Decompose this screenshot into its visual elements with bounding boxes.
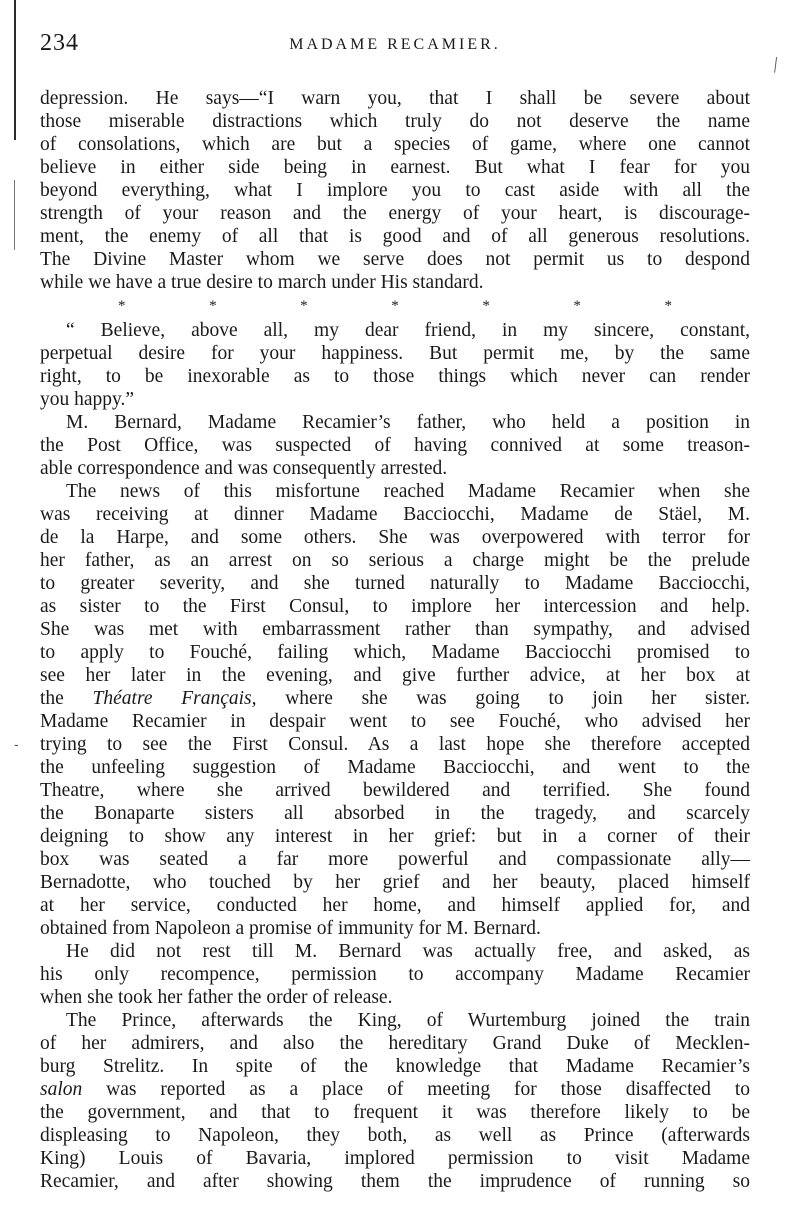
text-line: at her service, conducted her home, and himself applied for, and [40,895,750,916]
asterisk: * [391,298,399,314]
text-line: able correspondence and was consequently arrested. [40,458,448,479]
text-line: She was met with embarrassment rather than sympathy, and advised [40,619,750,640]
text-line: Bernadotte, who touched by her grief and her beauty, placed himself [40,872,750,893]
text-line: King) Louis of Bavaria, implored permission to visit Madame [40,1148,750,1169]
page-edge-rule [14,0,16,140]
text-line: the unfeeling suggestion of Madame Bacciocchi, and went to the [40,757,750,778]
text-fragment: was reported as a place of meeting for those disaffected to [82,1079,750,1100]
italic-theatre-name: Théatre Français, [92,688,257,709]
italic-salon: salon [40,1079,83,1100]
text-line: M. Bernard, Madame Recamier’s father, who held a position in [66,412,750,433]
text-line: The Divine Master whom we serve does not permit us to despond [40,249,750,270]
text-line: burg Strelitz. In spite of the knowledge that Madame Recamier’s [40,1056,750,1077]
text-line: those miserable distractions which truly do not deserve the name [40,111,750,132]
asterisk: * [300,298,308,314]
text-line: Theatre, where she arrived bewildered and terrified. She found [40,780,750,801]
text-line: Recamier, and after showing them the imprudence of running so [40,1171,750,1192]
text-line: “ Believe, above all, my dear friend, in my sincere, constant, [66,320,750,341]
text-line: his only recompence, permission to accompany Madame Recamier [40,964,750,985]
running-title: MADAME RECAMIER. [289,36,501,53]
text-line: the government, and that to frequent it was therefore likely to be [40,1102,750,1123]
text-line: The Prince, afterwards the King, of Wurtemburg joined the train [66,1010,750,1031]
asterisk: * [664,298,672,314]
text-line: while we have a true desire to march under His standard. [40,272,484,293]
text-line: box was seated a far more powerful and compassionate ally— [40,849,750,870]
asterisk: * [573,298,581,314]
text-line: to apply to Fouché, failing which, Madame Bacciocchi promised to [40,642,750,663]
text-line: trying to see the First Consul. As a last hope she therefore accepted [40,734,750,755]
text-line: the Bonaparte sisters all absorbed in the tragedy, and scarcely [40,803,750,824]
stray-mark-margin: - [14,736,19,752]
text-fragment: the [40,688,93,709]
text-line: Madame Recamier in despair went to see Fouché, who advised her [40,711,750,732]
text-line: He did not rest till M. Bernard was actually free, and asked, as [66,941,750,962]
body-text [40,87,750,1193]
text-fragment: where she was going to join her sister. [256,688,750,709]
text-line: when she took her father the order of release. [40,987,393,1008]
paragraph-release [40,940,750,1009]
asterisk: * [482,298,490,314]
page-header [40,30,750,62]
text-line: obtained from Napoleon a promise of immunity for M. Bernard. [40,918,541,939]
text-line-with-italic [40,1078,750,1101]
paragraph-bernard-arrest [40,411,750,480]
paragraph-admirers [40,1009,750,1193]
text-line: displeasing to Napoleon, they both, as well as Prince (afterwards [40,1125,750,1146]
page-edge-rule-lower [14,180,15,250]
text-line: was receiving at dinner Madame Bacciocchi, Madame de Stäel, M. [40,504,750,525]
stray-mark-top: ╱ [769,57,782,73]
text-line: de la Harpe, and some others. She was overpowered with terror for [40,527,750,548]
text-line: believe in either side being in earnest. But what I fear for you [40,157,750,178]
asterisk: * [209,298,217,314]
text-line: the Post Office, was suspected of having connived at some treason- [40,435,750,456]
text-line: to greater severity, and she turned naturally to Madame Bacciocchi, [40,573,750,594]
text-line: of consolations, which are but a species of game, where one cannot [40,134,750,155]
text-line: right, to be inexorable as to those things which never can render [40,366,750,387]
text-line: you happy.” [40,389,135,410]
text-line: The news of this misfortune reached Madame Recamier when she [66,481,750,502]
page-number: 234 [40,30,79,56]
asterisk: * [118,298,126,314]
paragraph-misfortune [40,480,750,940]
text-line: perpetual desire for your happiness. But permit me, by the same [40,343,750,364]
text-line: ment, the enemy of all that is good and of all generous resolutions. [40,226,750,247]
text-line: her father, as an arrest on so serious a charge might be the prelude [40,550,750,571]
text-line-with-italic [40,687,750,710]
paragraph-letter-continued [40,87,750,294]
text-line: see her later in the evening, and give further advice, at her box at [40,665,750,686]
text-line: deigning to show any interest in her grief: but in a corner of their [40,826,750,847]
text-line: depression. He says—“I warn you, that I shall be severe about [40,88,750,109]
paragraph-letter-closing [40,319,750,411]
text-line: strength of your reason and the energy of your heart, is discourage- [40,203,750,224]
text-line: beyond everything, what I implore you to cast aside with all the [40,180,750,201]
text-line: of her admirers, and also the hereditary Grand Duke of Mecklen- [40,1033,750,1054]
asterisk-divider [40,294,750,319]
text-line: as sister to the First Consul, to implore her intercession and help. [40,596,750,617]
